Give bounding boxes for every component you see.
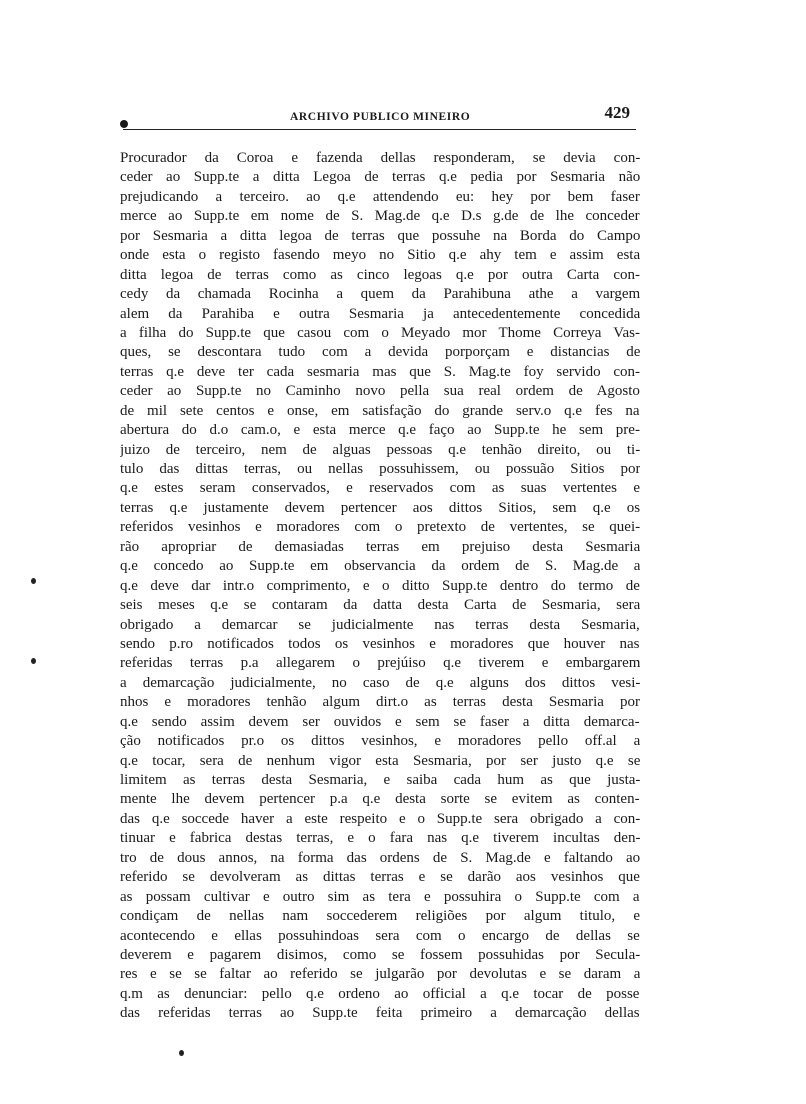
text-line: obrigado a demarcar se judicialmente nas terras desta Sesmaria, (120, 616, 640, 633)
text-line: as possam cultivar e outro sim as tera e possuhira o Supp.te com a (120, 888, 640, 905)
text-line: tinuar e fabrica destas terras, e o fara nas q.e tiverem incultas den- (120, 830, 640, 847)
text-line: condiçam de nellas nam soccederem religiões por algum titulo, e (120, 908, 640, 925)
running-title: ARCHIVO PUBLICO MINEIRO (290, 111, 471, 123)
text-line: de mil sete centos e onse, em satisfação do grande serv.o q.e fes na (120, 402, 640, 419)
text-line: ditta legoa de terras como as cinco legoas q.e por outra Carta con- (120, 266, 640, 283)
text-line: acontecendo e ellas possuhindoas sera com o encargo de dellas se (120, 927, 640, 944)
text-line: deverem e pagarem disimos, como se fossem possuhidas por Secula- (120, 946, 640, 963)
text-line: q.e concedo ao Supp.te em observancia da ordem de S. Mag.de a (120, 558, 640, 575)
text-line: q.e sendo assim devem ser ouvidos e sem se faser a ditta demarca- (120, 713, 640, 730)
text-line: juizo de terceiro, nem de alguas pessoas q.e tenhão direito, ou ti- (120, 441, 640, 458)
page-number: 429 (604, 103, 630, 122)
text-line: das q.e soccede haver a este respeito e o Supp.te sera obrigado a con- (120, 810, 640, 827)
text-line: tulo das dittas terras, ou nellas possuhissem, ou possuão Sitios por (120, 461, 640, 477)
text-line: terras q.e deve ter cada sesmaria mas que S. Mag.te foy servido con- (120, 363, 640, 380)
text-line: referido se devolveram as dittas terras e se darão aos vesinhos que (120, 869, 640, 886)
text-line: q.m as denunciar: pello q.e ordeno ao official a q.e tocar de posse (120, 985, 640, 1002)
body-text (120, 149, 640, 1024)
text-line: seis meses q.e se contaram da datta desta Carta de Sesmaria, sera (120, 597, 640, 614)
text-line: tro de dous annos, na forma das ordens de S. Mag.de e faltando ao (120, 849, 640, 866)
margin-speck (31, 578, 36, 584)
text-line: abertura do d.o cam.o, e esta merce q.e faço ao Supp.te he sem pre- (120, 422, 640, 439)
text-line: prejudicando a terceiro. ao q.e attendendo eu: hey por bem faser (120, 188, 640, 205)
text-line: a filha do Supp.te que casou com o Meyado mor Thome Correya Vas- (120, 324, 640, 341)
text-line: cedy da chamada Rocinha a quem da Parahibuna athe a vargem (120, 286, 640, 303)
text-line: referidos vesinhos e moradores com o pretexto de vertentes, se quei- (120, 519, 640, 536)
text-line: ceder ao Supp.te a ditta Legoa de terras q.e pedia por Sesmaria não (120, 169, 640, 186)
text-line: q.e estes seram conservados, e reservados com as suas vertentes e (120, 480, 640, 497)
text-line: a demarcação judicialmente, no caso de q.e alguns dos dittos vesi- (120, 674, 640, 691)
header-rule (123, 129, 636, 130)
text-line: Procurador da Coroa e fazenda dellas responderam, se devia con- (120, 150, 640, 166)
header-bullet-mark (120, 120, 128, 128)
margin-speck (31, 658, 36, 664)
text-line: nhos e moradores tenhão algum dirt.o as terras desta Sesmaria por (120, 694, 640, 711)
text-line: limitem as terras desta Sesmaria, e saiba cada hum as que justa- (120, 772, 640, 788)
text-line: ceder ao Supp.te no Caminho novo pella sua real ordem de Agosto (120, 383, 640, 400)
text-line: alem da Parahiba e outra Sesmaria ja antecedentemente concedida (120, 305, 640, 322)
text-line: por Sesmaria a ditta legoa de terras que possuhe na Borda do Campo (120, 227, 640, 244)
text-line: mente lhe devem pertencer p.a q.e desta sorte se evitem as conten- (120, 791, 640, 808)
text-line: res e se se faltar ao referido se julgarão por devolutas e se daram a (120, 966, 640, 983)
margin-speck (179, 1050, 184, 1056)
text-line: terras q.e justamente devem pertencer aos dittos Sitios, sem q.e os (120, 499, 640, 516)
text-line: das referidas terras ao Supp.te feita primeiro a demarcação dellas (120, 1005, 640, 1022)
text-line: rão apropriar de demasiadas terras em prejuiso desta Sesmaria (120, 538, 640, 555)
text-line: sendo p.ro notificados todos os vesinhos e moradores que houver nas (120, 635, 640, 652)
text-line: ção notificados pr.o os dittos vesinhos, e moradores pello off.al a (120, 733, 640, 750)
text-line: ques, se descontara tudo com a devida porporçam e distancias de (120, 344, 640, 361)
text-line: onde esta o registo fasendo meyo no Sitio q.e ahy tem e assim esta (120, 247, 640, 264)
text-line: q.e tocar, sera de nenhum vigor esta Sesmaria, por ser justo q.e se (120, 752, 640, 769)
page-header (120, 103, 640, 133)
text-line: q.e deve dar intr.o comprimento, e o ditto Supp.te dentro do termo de (120, 577, 640, 594)
text-line: referidas terras p.a allegarem o prejúiso q.e tiverem e embargarem (120, 655, 640, 672)
text-line: merce ao Supp.te em nome de S. Mag.de q.e D.s g.de de lhe conceder (120, 208, 640, 225)
